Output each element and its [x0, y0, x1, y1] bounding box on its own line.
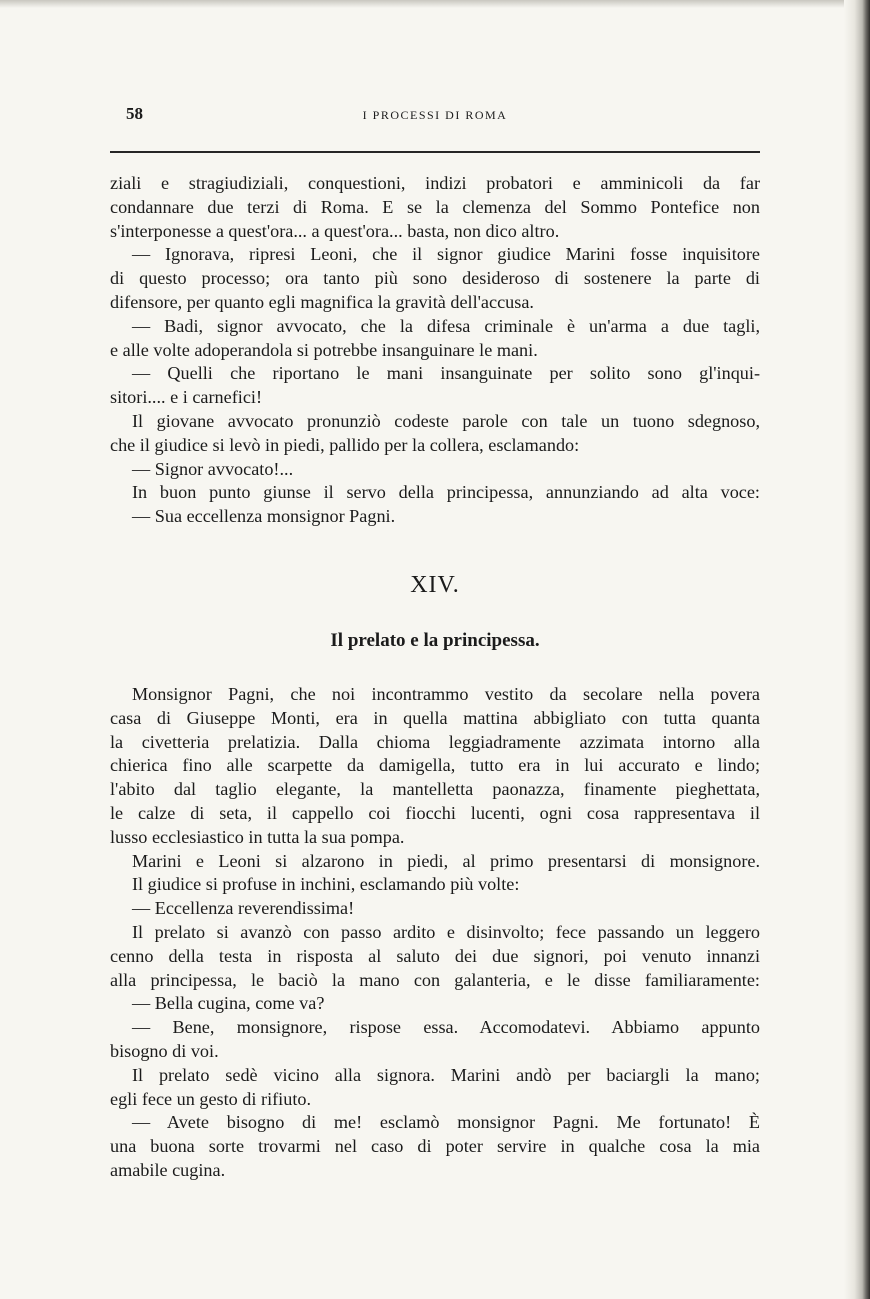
- page-header: [110, 104, 760, 130]
- text-line: difensore, per quanto egli magnifica la gravità dell'accusa.: [110, 291, 534, 312]
- text-line: Il giovane avvocato pronunziò codeste parole con tale un tuono sdegnoso,: [132, 410, 760, 431]
- text-line: — Avete bisogno di me! esclamò monsignor Pagni. Me fortunato! È: [132, 1112, 760, 1133]
- text-line: di questo processo; ora tanto più sono desideroso di sostenere la parte di: [110, 268, 760, 289]
- text-line: condannare due terzi di Roma. E se la clemenza del Sommo Pontefice non: [110, 196, 760, 217]
- text-line: cenno della testa in risposta al saluto dei due signori, poi venuto innanzi: [110, 945, 760, 966]
- text-line: che il giudice si levò in piedi, pallido per la collera, esclamando:: [110, 434, 580, 455]
- text-line: — Bene, monsignore, rispose essa. Accomodatevi. Abbiamo appunto: [132, 1017, 760, 1038]
- scan-top-shadow: [0, 0, 870, 8]
- text-line: — Quelli che riportano le mani insanguinate per solito sono gl'inqui-: [132, 363, 760, 384]
- text-line: ziali e stragiudiziali, conquestioni, indizi probatori e amminicoli da far: [110, 173, 760, 193]
- text-line: — Sua eccellenza monsignor Pagni.: [132, 506, 396, 527]
- text-line: Monsignor Pagni, che noi incontrammo vestito da secolare nella povera: [132, 684, 760, 704]
- text-line: chierica fino alle scarpette da damigella, tutto era in lui accurato e lindo;: [110, 755, 760, 776]
- text-line: Il prelato sedè vicino alla signora. Marini andò per baciargli la mano;: [132, 1064, 760, 1085]
- header-rule: [110, 151, 760, 153]
- text-line: — Ignorava, ripresi Leoni, che il signor giudice Marini fosse inquisitore: [132, 244, 760, 265]
- text-line: In buon punto giunse il servo della principessa, annunziando ad alta voce:: [132, 482, 760, 503]
- text-line: egli fece un gesto di rifiuto.: [110, 1088, 312, 1109]
- chapter-number: XIV.: [410, 572, 460, 598]
- text-line: amabile cugina.: [110, 1159, 226, 1180]
- chapter-text-block: [110, 683, 760, 1183]
- text-line: — Signor avvocato!...: [132, 458, 294, 479]
- text-line: Il prelato si avanzò con passo ardito e disinvolto; fece passando un leggero: [132, 921, 760, 942]
- text-line: e alle volte adoperandola si potrebbe insanguinare le mani.: [110, 339, 538, 360]
- text-line: s'interponesse a quest'ora... a quest'ora... basta, non dico altro.: [110, 220, 560, 241]
- text-line: una buona sorte trovarmi nel caso di poter servire in qualche cosa la mia: [110, 1136, 760, 1157]
- text-line: casa di Giuseppe Monti, era in quella mattina abbigliato con tutta quanta: [110, 707, 760, 728]
- text-line: — Eccellenza reverendissima!: [132, 898, 355, 919]
- text-line: l'abito dal taglio elegante, la mantelletta paonazza, finamente pieghettata,: [110, 779, 760, 800]
- chapter-title: Il prelato e la principessa.: [330, 630, 540, 651]
- text-line: lusso ecclesiastico in tutta la sua pompa.: [110, 826, 405, 847]
- text-line: Il giudice si profuse in inchini, esclamando più volte:: [132, 874, 520, 895]
- running-title: I PROCESSI DI ROMA: [362, 108, 508, 122]
- text-line: le calze di seta, il cappello coi fiocchi lucenti, ogni cosa rappresentava il: [110, 802, 760, 823]
- text-line: sitori.... e i carnefici!: [110, 387, 263, 408]
- text-line: bisogno di voi.: [110, 1040, 219, 1061]
- page-number: 58: [126, 104, 143, 123]
- text-line: — Bella cugina, come va?: [132, 993, 325, 1014]
- text-line: la civetteria prelatizia. Dalla chioma leggiadramente azzimata intorno alla: [110, 731, 760, 752]
- scan-edge-shadow: [844, 0, 870, 1299]
- text-line: Marini e Leoni si alzarono in piedi, al primo presentarsi di monsignore.: [132, 850, 760, 871]
- text-line: — Badi, signor avvocato, che la difesa criminale è un'arma a due tagli,: [132, 315, 760, 336]
- top-text-block: [110, 172, 760, 529]
- text-line: alla principessa, le baciò la mano con galanteria, e le disse familiaramente:: [110, 969, 760, 990]
